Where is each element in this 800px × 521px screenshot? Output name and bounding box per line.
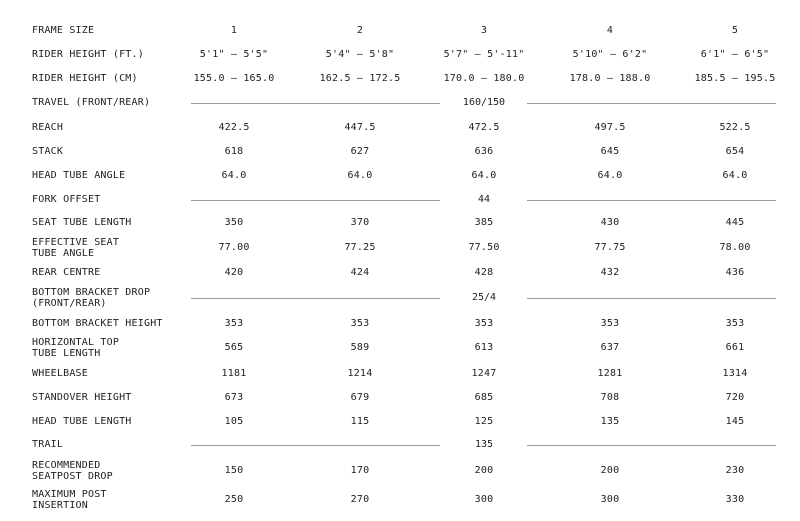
shared-value: 135 [474,439,494,450]
row-label: HEAD TUBE ANGLE [32,170,126,181]
value-size-4: 637 [600,342,620,353]
value-size-2: 589 [350,342,370,353]
row-label: RIDER HEIGHT (CM) [32,73,138,84]
value-size-2: 424 [350,267,370,278]
value-size-4: 300 [600,494,620,505]
value-size-3: 5'7" — 5'-11" [443,49,525,60]
value-size-5: 78.00 [719,242,751,253]
value-size-1: 673 [224,392,244,403]
value-size-3: 385 [474,217,494,228]
value-size-4: 178.0 — 188.0 [569,73,651,84]
row-label: RECOMMENDED SEATPOST DROP [32,460,113,482]
span-divider-right [527,445,776,446]
value-size-5: 445 [725,217,745,228]
span-divider-right [527,200,776,201]
frame-size-3: 3 [480,25,488,36]
value-size-5: 661 [725,342,745,353]
value-size-5: 185.5 — 195.5 [694,73,776,84]
span-divider-left [191,298,440,299]
row-label: TRAIL [32,439,64,450]
value-size-1: 155.0 — 165.0 [193,73,275,84]
row-label: HORIZONTAL TOP TUBE LENGTH [32,337,120,359]
shared-value: 25/4 [471,292,497,303]
value-size-3: 353 [474,318,494,329]
value-size-2: 5'4" — 5'8" [325,49,395,60]
value-size-5: 145 [725,416,745,427]
value-size-4: 708 [600,392,620,403]
value-size-5: 64.0 [722,170,748,181]
value-size-3: 1247 [471,368,497,379]
value-size-2: 170 [350,465,370,476]
row-label: BOTTOM BRACKET DROP (FRONT/REAR) [32,287,151,309]
span-divider-right [527,103,776,104]
value-size-2: 64.0 [347,170,373,181]
value-size-4: 430 [600,217,620,228]
value-size-3: 170.0 — 180.0 [443,73,525,84]
value-size-5: 522.5 [719,122,751,133]
frame-size-1: 1 [230,25,238,36]
row-label: MAXIMUM POST INSERTION [32,489,107,511]
value-size-4: 432 [600,267,620,278]
row-label: WHEELBASE [32,368,88,379]
value-size-1: 350 [224,217,244,228]
value-size-3: 125 [474,416,494,427]
span-divider-left [191,103,440,104]
value-size-4: 353 [600,318,620,329]
frame-size-5: 5 [731,25,739,36]
value-size-3: 64.0 [471,170,497,181]
value-size-5: 230 [725,465,745,476]
row-label: REAR CENTRE [32,267,101,278]
value-size-2: 447.5 [344,122,376,133]
value-size-1: 250 [224,494,244,505]
value-size-3: 636 [474,146,494,157]
value-size-1: 565 [224,342,244,353]
value-size-2: 162.5 — 172.5 [319,73,401,84]
value-size-2: 627 [350,146,370,157]
value-size-4: 645 [600,146,620,157]
frame-size-4: 4 [606,25,614,36]
value-size-3: 200 [474,465,494,476]
value-size-1: 105 [224,416,244,427]
value-size-5: 6'1" — 6'5" [700,49,770,60]
row-label: HEAD TUBE LENGTH [32,416,132,427]
row-label: RIDER HEIGHT (FT.) [32,49,144,60]
row-label: REACH [32,122,64,133]
value-size-1: 422.5 [218,122,250,133]
value-size-5: 436 [725,267,745,278]
value-size-2: 370 [350,217,370,228]
row-label: FORK OFFSET [32,194,101,205]
span-divider-right [527,298,776,299]
value-size-4: 1281 [597,368,623,379]
value-size-4: 135 [600,416,620,427]
row-label: STACK [32,146,64,157]
value-size-3: 300 [474,494,494,505]
value-size-3: 685 [474,392,494,403]
value-size-4: 64.0 [597,170,623,181]
value-size-5: 720 [725,392,745,403]
value-size-3: 428 [474,267,494,278]
value-size-2: 270 [350,494,370,505]
value-size-1: 420 [224,267,244,278]
value-size-2: 353 [350,318,370,329]
value-size-1: 150 [224,465,244,476]
value-size-2: 77.25 [344,242,376,253]
shared-value: 44 [477,194,491,205]
value-size-2: 679 [350,392,370,403]
row-label: BOTTOM BRACKET HEIGHT [32,318,163,329]
value-size-1: 5'1" — 5'5" [199,49,269,60]
value-size-3: 77.50 [468,242,500,253]
value-size-1: 618 [224,146,244,157]
value-size-3: 472.5 [468,122,500,133]
value-size-4: 77.75 [594,242,626,253]
value-size-2: 1214 [347,368,373,379]
value-size-3: 613 [474,342,494,353]
value-size-2: 115 [350,416,370,427]
header-label: FRAME SIZE [32,25,95,36]
value-size-1: 1181 [221,368,247,379]
value-size-5: 1314 [722,368,748,379]
value-size-5: 654 [725,146,745,157]
row-label: EFFECTIVE SEAT TUBE ANGLE [32,237,120,259]
span-divider-left [191,200,440,201]
row-label: TRAVEL (FRONT/REAR) [32,97,151,108]
value-size-1: 353 [224,318,244,329]
row-label: STANDOVER HEIGHT [32,392,132,403]
value-size-5: 353 [725,318,745,329]
shared-value: 160/150 [462,97,506,108]
row-label: SEAT TUBE LENGTH [32,217,132,228]
value-size-1: 77.00 [218,242,250,253]
value-size-1: 64.0 [221,170,247,181]
value-size-4: 200 [600,465,620,476]
value-size-5: 330 [725,494,745,505]
value-size-4: 497.5 [594,122,626,133]
span-divider-left [191,445,440,446]
value-size-4: 5'10" — 6'2" [572,49,648,60]
frame-size-2: 2 [356,25,364,36]
